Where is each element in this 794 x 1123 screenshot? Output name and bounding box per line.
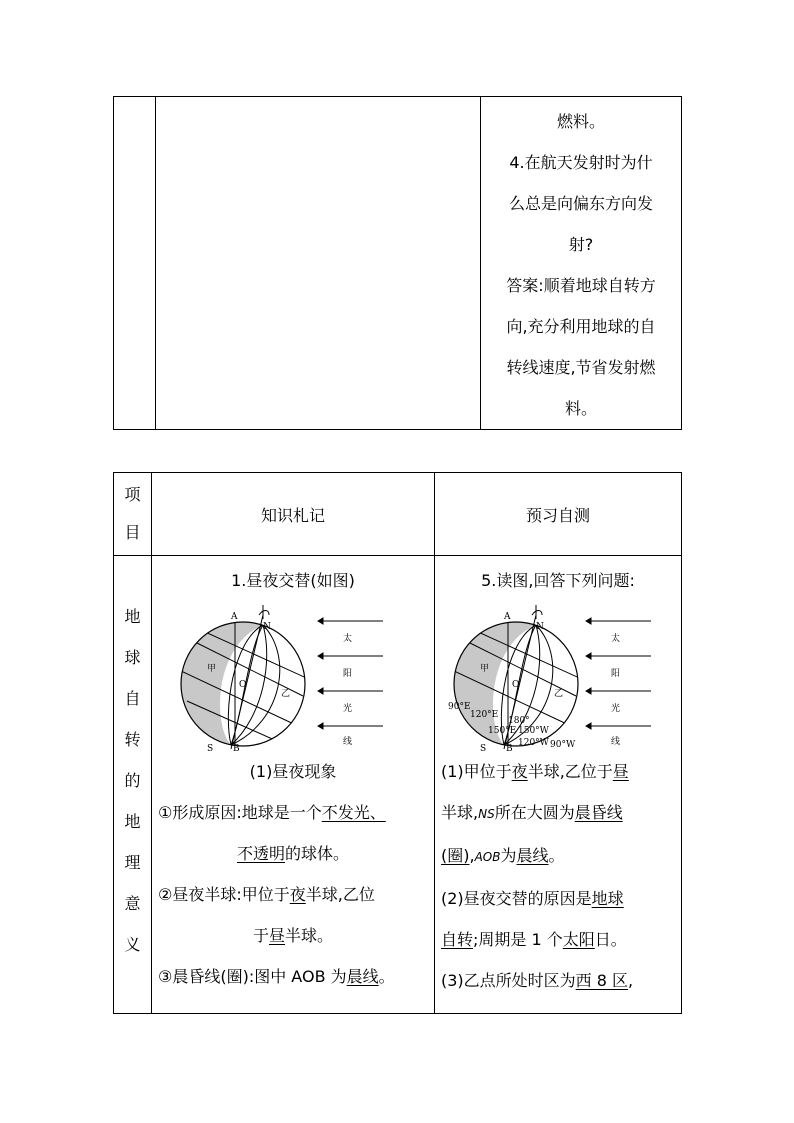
sun-char: 线 — [610, 737, 620, 747]
text-line: 4.在航天发射时为什 — [509, 153, 653, 172]
underlined-answer: (圈) — [441, 846, 470, 865]
quiz-heading: 5.读图,回答下列问题: — [481, 571, 635, 590]
header-item — [114, 473, 152, 556]
text: 半球,乙位于 — [527, 762, 613, 781]
underlined-answer: 不透明 — [236, 844, 285, 863]
sun-char: 太 — [343, 634, 353, 644]
topic-char: 自 — [124, 689, 141, 708]
text-line: 料。 — [564, 399, 597, 418]
text-line: 转线速度,节省发射燃 — [506, 358, 656, 377]
longitude-label: 120°W — [517, 738, 549, 748]
text: 。 — [548, 846, 565, 865]
globe-figure-left — [173, 601, 413, 751]
fig-label-yi: 乙 — [281, 689, 291, 699]
text: ①形成原因:地球是一个 — [158, 803, 322, 822]
fig-label-n: N — [535, 622, 544, 632]
topic-char: 的 — [124, 771, 141, 790]
text: 日。 — [594, 930, 627, 949]
notes-subheading: (1)昼夜现象 — [249, 762, 337, 781]
fig-label-yi: 乙 — [553, 689, 563, 699]
text: 半球。 — [285, 926, 334, 945]
header-quiz: 预习自测 — [435, 473, 682, 556]
longitude-label: 150°E — [487, 726, 516, 736]
longitude-label: 180° — [507, 716, 530, 726]
underlined-answer: 太阳 — [562, 930, 595, 949]
text-line: 向,充分利用地球的自 — [506, 317, 656, 336]
fig-label-s: S — [207, 744, 214, 751]
text: 半球, — [441, 803, 479, 822]
arc-label: AOB — [474, 850, 501, 864]
underlined-answer: 不发光、 — [321, 803, 386, 822]
text: , — [628, 971, 634, 990]
text-line: 答案:顺着地球自转方 — [506, 276, 656, 295]
continuation-table — [113, 96, 682, 430]
underlined-answer: 昼 — [612, 762, 629, 781]
text-line: 射? — [568, 235, 594, 254]
text: ;周期是 1 个 — [473, 930, 563, 949]
answer-cell — [481, 97, 682, 430]
empty-cell-1 — [114, 97, 156, 430]
underlined-answer: 自转 — [441, 930, 474, 949]
underlined-answer: 夜 — [511, 762, 528, 781]
fig-label-n: N — [263, 622, 271, 632]
fig-label-o: O — [239, 680, 247, 690]
underlined-answer: 晨线 — [346, 967, 379, 986]
underlined-answer: 昼 — [268, 926, 285, 945]
text: (2)昼夜交替的原因是 — [441, 889, 592, 908]
arc-label: NS — [478, 807, 495, 821]
notes-heading: 1.昼夜交替(如图) — [231, 571, 355, 590]
topic-char: 球 — [124, 648, 141, 667]
text: 所在大圆为 — [494, 803, 575, 822]
fig-label-b: B — [233, 744, 240, 751]
underlined-answer: 地球 — [591, 889, 624, 908]
longitude-label: 150°W — [517, 726, 549, 736]
fig-label-a: A — [503, 612, 510, 622]
header-item-char: 项 — [124, 485, 141, 504]
quiz-cell — [435, 556, 682, 1014]
topic-char: 转 — [124, 730, 141, 749]
fig-label-b: B — [505, 744, 513, 751]
fig-label-jia: 甲 — [479, 664, 489, 674]
fig-label-s: S — [479, 744, 486, 751]
text: 为 — [500, 846, 517, 865]
longitude-label: 120°E — [469, 710, 498, 720]
underlined-answer: 晨线 — [516, 846, 549, 865]
text: , — [469, 846, 475, 865]
sun-char: 光 — [343, 704, 353, 714]
longitude-label: 90°W — [549, 740, 575, 750]
knowledge-table — [113, 472, 682, 1014]
notes-cell — [152, 556, 435, 1014]
text: 的球体。 — [285, 844, 350, 863]
text: (1)甲位于 — [441, 762, 512, 781]
globe-figure-right — [446, 601, 671, 751]
text-line: 么总是向偏东方向发 — [508, 194, 653, 213]
sun-char: 线 — [343, 737, 353, 747]
text: 半球,乙位 — [305, 885, 375, 904]
fig-label-jia: 甲 — [207, 664, 217, 674]
longitude-label: 90°E — [447, 702, 471, 712]
underlined-answer: 晨昏线 — [574, 803, 623, 822]
text: (3)乙点所处时区为 — [441, 971, 576, 990]
topic-char: 义 — [124, 935, 141, 954]
topic-vertical — [114, 556, 152, 1014]
header-notes: 知识札记 — [152, 473, 435, 556]
fig-label-o: O — [511, 680, 519, 690]
text: ③晨昏线(圈):图中 AOB 为 — [158, 967, 347, 986]
sun-char: 太 — [610, 634, 620, 644]
empty-cell-2 — [156, 97, 481, 430]
topic-char: 地 — [124, 607, 141, 626]
text: 。 — [378, 967, 395, 986]
header-item-char: 目 — [124, 523, 141, 542]
text-line: 燃料。 — [556, 112, 605, 131]
underlined-answer: 夜 — [289, 885, 306, 904]
topic-char: 意 — [124, 894, 141, 913]
topic-char: 理 — [124, 853, 141, 872]
sun-char: 阳 — [610, 669, 620, 679]
fig-label-a: A — [231, 612, 238, 622]
topic-char: 地 — [124, 812, 141, 831]
sun-char: 光 — [610, 704, 620, 714]
text: 于 — [252, 926, 269, 945]
sun-char: 阳 — [343, 669, 353, 679]
underlined-answer: 西 8 区 — [575, 971, 629, 990]
text: ②昼夜半球:甲位于 — [158, 885, 290, 904]
